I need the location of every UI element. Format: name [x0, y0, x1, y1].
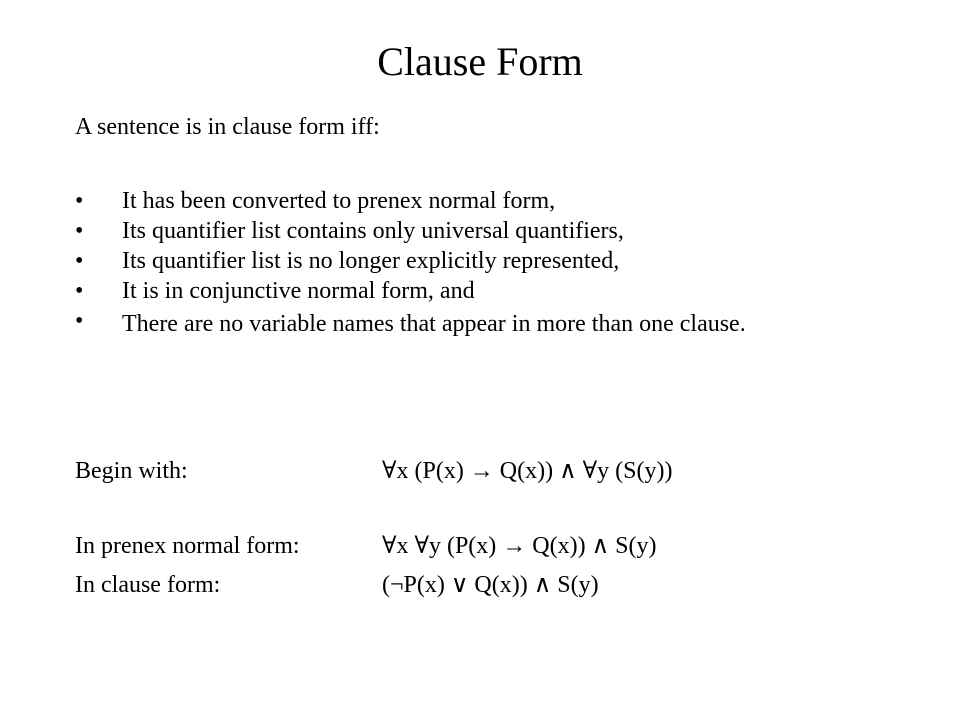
formula-expression: (¬P(x) ∨ Q(x)) ∧ S(y) — [382, 572, 599, 598]
formula-expression: ∀x ∀y (P(x) → Q(x)) ∧ S(y) — [382, 533, 657, 559]
bullet-dot: • — [75, 188, 84, 214]
bullet-text: It is in conjunctive normal form, and — [122, 278, 475, 304]
slide-title: Clause Form — [377, 39, 583, 84]
bullet-dot: • — [75, 218, 84, 244]
bullet-item — [75, 306, 895, 343]
bullet-item — [75, 216, 895, 246]
bullet-dot: • — [75, 308, 84, 334]
bullet-item — [75, 276, 895, 306]
bullet-text: Its quantifier list contains only universal quantifiers, — [122, 218, 624, 244]
bullet-list — [75, 186, 895, 343]
formula-label: Begin with: — [75, 458, 188, 484]
formula-row-clause — [75, 569, 599, 601]
formula-expression: ∀x (P(x) → Q(x)) ∧ ∀y (S(y)) — [382, 458, 673, 484]
bullet-dot: • — [75, 248, 84, 274]
formula-label: In prenex normal form: — [75, 533, 300, 559]
formula-row-begin — [75, 455, 672, 487]
bullet-dot: • — [75, 278, 84, 304]
bullet-text: There are no variable names that appear in more than one clause. — [122, 311, 746, 337]
formula-row-prenex — [75, 530, 657, 562]
bullet-text: It has been converted to prenex normal form, — [122, 188, 556, 214]
bullet-item — [75, 186, 895, 216]
intro-text: A sentence is in clause form iff: — [75, 114, 380, 140]
bullet-text: Its quantifier list is no longer explicitly represented, — [122, 248, 620, 274]
bullet-item — [75, 246, 895, 276]
formula-label: In clause form: — [75, 572, 221, 598]
